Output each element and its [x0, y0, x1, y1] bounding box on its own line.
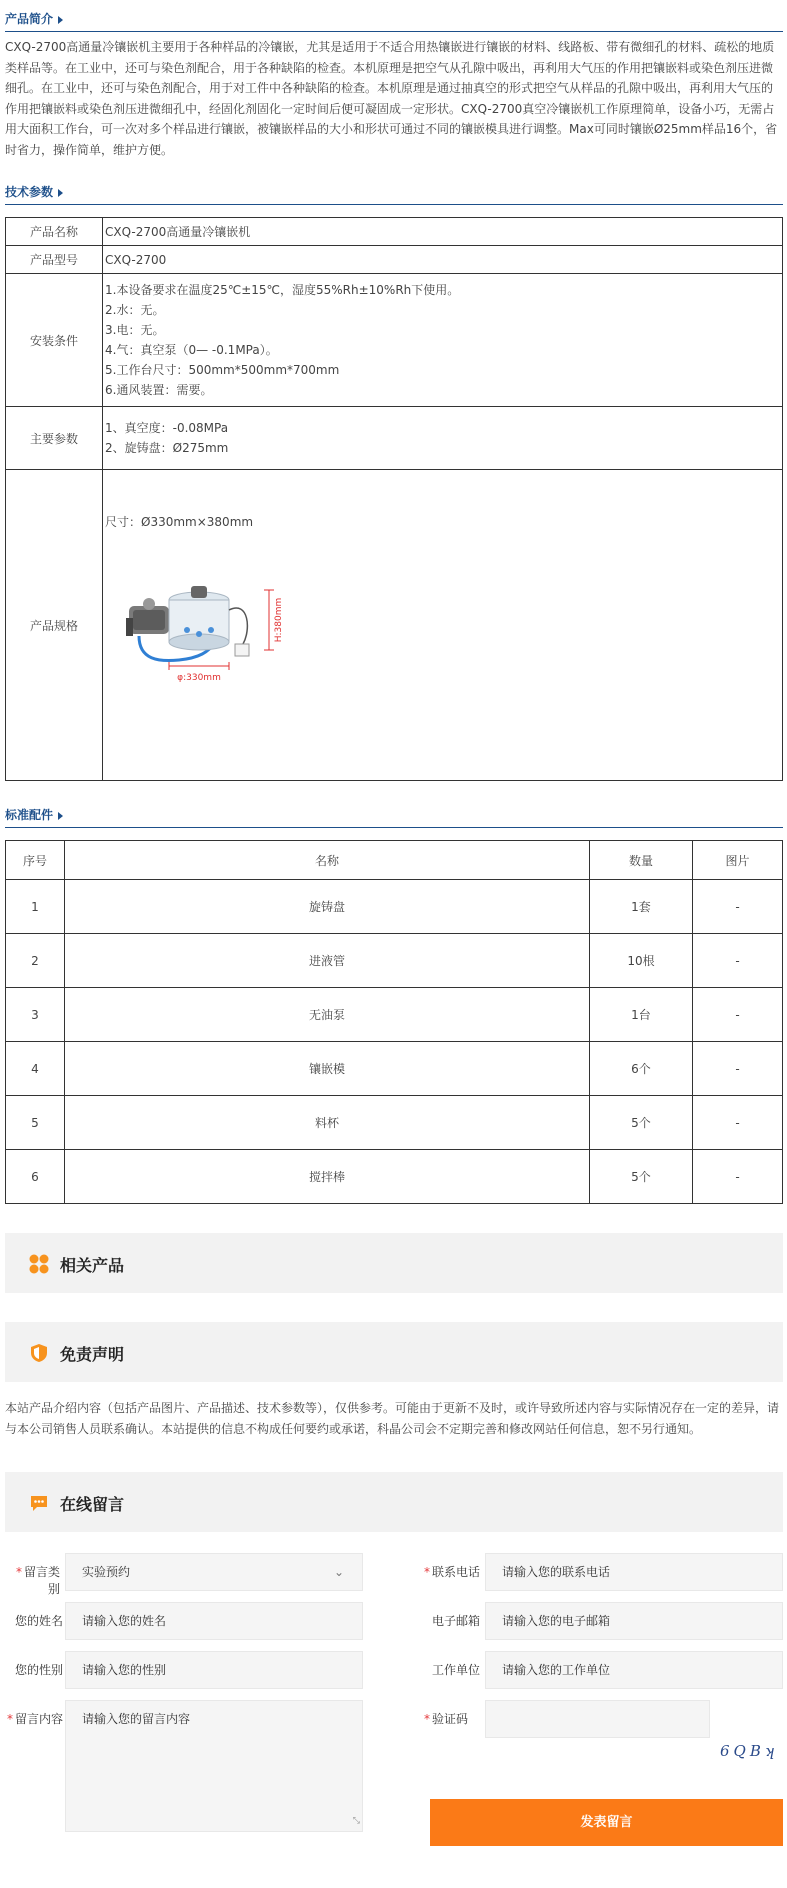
spec-table-wrap	[5, 217, 783, 781]
spec-line: 2.水：无。	[105, 303, 165, 317]
captcha-image[interactable]: 6QBʞ	[720, 1742, 778, 1760]
triangle-right-icon	[58, 189, 63, 197]
triangle-right-icon	[58, 812, 63, 820]
cell-no: 6	[6, 1150, 65, 1204]
spec-row-model	[6, 246, 783, 274]
spec-line: 1.本设备要求在温度25℃±15℃，湿度55%Rh±10%Rh下使用。	[105, 283, 460, 297]
cell-no: 3	[6, 988, 65, 1042]
disclaimer-body	[5, 1398, 783, 1439]
spec-row-name	[6, 218, 783, 246]
cell-pic: -	[693, 1096, 783, 1150]
spec-row-main	[6, 407, 783, 470]
spec-row-install	[6, 274, 783, 407]
accessories-table	[5, 840, 783, 1204]
gender-input[interactable]: 请输入您的性别	[65, 1651, 363, 1689]
cell-qty: 10根	[590, 934, 693, 988]
cell-qty: 1套	[590, 880, 693, 934]
table-row	[6, 934, 783, 988]
content-textarea[interactable]	[65, 1700, 363, 1832]
intro-title: 产品简介	[5, 12, 54, 26]
intro-text: CXQ-2700高通量冷镶嵌机主要用于各种样品的冷镶嵌，尤其是适用于不适合用热镶嵌进行镶嵌的材料、线路板、带有微细孔的材料、疏松的地质类样品等。在工业中，还可与染色剂配合，用于各种缺陷的检查。本机原理是把空气从孔隙中吸出，再利用大气压的作用把镶嵌料或染色剂压进微细孔。在工业中，还可与染色剂配合，用于对工件中各种缺陷的检查。本机原理是通过抽真空的形式把空气从样品的孔隙中吸出，再利用大气压的作用把镶嵌料或染色剂压进微细孔中，经固化剂固化一定时间后便可凝固成一定形状。CXQ-2700真空冷镶嵌机工作原理简单，设备小巧，无需占用大面积工作台，可一次对多个样品进行镶嵌，被镶嵌样品的大小和形状可通过不同的镶嵌模具进行调整。Max可同时镶嵌Ø25mm样品16个，省时省力，操作简单，维护方便。	[5, 40, 778, 157]
acc-table-wrap	[5, 840, 783, 1204]
specs-title: 技术参数	[5, 185, 54, 199]
label-email: 电子邮箱	[431, 1614, 480, 1628]
label-company: 工作单位	[431, 1663, 480, 1677]
chevron-down-icon: ⌄	[333, 1565, 344, 1579]
cell-no: 5	[6, 1096, 65, 1150]
label-content: * 留言内容	[6, 1712, 63, 1726]
type-select[interactable]	[65, 1553, 363, 1591]
email-input[interactable]: 请输入您的电子邮箱	[485, 1602, 783, 1640]
spec-size-text: 尺寸：Ø330mm×380mm	[105, 515, 254, 529]
cell-pic: -	[693, 934, 783, 988]
spec-value	[103, 274, 783, 407]
cell-name: 搅拌棒	[65, 1150, 590, 1204]
spec-value	[103, 470, 783, 781]
product-image	[119, 580, 294, 690]
resize-handle-icon[interactable]: ⤡	[352, 1816, 360, 1826]
table-row	[6, 1150, 783, 1204]
table-header-row	[6, 841, 783, 880]
grid-icon	[29, 1254, 49, 1274]
cell-no: 4	[6, 1042, 65, 1096]
accessories-header	[5, 800, 783, 828]
cell-pic: -	[693, 988, 783, 1042]
spec-key: 产品型号	[6, 246, 103, 274]
label-gender: 您的性别	[14, 1663, 63, 1677]
related-products-bar	[5, 1233, 783, 1293]
cell-qty: 1台	[590, 988, 693, 1042]
spec-line: 5.工作台尺寸：500mm*500mm*700mm	[105, 363, 340, 377]
disclaimer-title: 免责声明	[60, 1345, 125, 1364]
label-type: * 留言类别	[15, 1565, 60, 1596]
captcha-input[interactable]	[485, 1700, 710, 1738]
chat-bubble-icon	[29, 1493, 49, 1513]
cell-name: 旋铸盘	[65, 880, 590, 934]
spec-line: 2、旋铸盘：Ø275mm	[105, 441, 229, 455]
disclaimer-bar	[5, 1322, 783, 1382]
cell-pic: -	[693, 880, 783, 934]
spec-value: CXQ-2700高通量冷镶嵌机	[103, 218, 783, 246]
spec-table	[5, 217, 783, 781]
col-header-pic: 图片	[693, 841, 783, 880]
name-input[interactable]: 请输入您的姓名	[65, 1602, 363, 1640]
col-header-qty: 数量	[590, 841, 693, 880]
specs-section	[5, 177, 783, 205]
spec-line: 4.气：真空泵（0— -0.1MPa）。	[105, 343, 278, 357]
cell-qty: 5个	[590, 1150, 693, 1204]
label-phone: * 联系电话	[423, 1565, 480, 1579]
cell-name: 镶嵌模	[65, 1042, 590, 1096]
col-header-no: 序号	[6, 841, 65, 880]
intro-header	[5, 4, 783, 32]
spec-key: 产品规格	[6, 470, 103, 781]
dimension-height-label: H:380mm	[274, 597, 284, 643]
spec-value: CXQ-2700	[103, 246, 783, 274]
cell-qty: 5个	[590, 1096, 693, 1150]
table-row	[6, 1042, 783, 1096]
cell-name: 无油泵	[65, 988, 590, 1042]
specs-header	[5, 177, 783, 205]
shield-icon	[29, 1343, 49, 1363]
table-row	[6, 1096, 783, 1150]
label-captcha: * 验证码	[423, 1712, 468, 1726]
phone-input[interactable]: 请输入您的联系电话	[485, 1553, 783, 1591]
spec-line: 6.通风装置：需要。	[105, 383, 213, 397]
disclaimer-text: 本站产品介绍内容（包括产品图片、产品描述、技术参数等），仅供参考。可能由于更新不及时，或许导致所述内容与实际情况存在一定的差异，请与本公司销售人员联系确认。本站提供的信息不构成任何要约或承诺，科晶公司会不定期完善和修改网站任何信息，恕不另行通知。	[5, 1401, 780, 1436]
spec-line: 1、真空度：-0.08MPa	[105, 421, 229, 435]
spec-key: 安装条件	[6, 274, 103, 407]
spec-line: 3.电：无。	[105, 323, 165, 337]
accessories-title: 标准配件	[5, 808, 54, 822]
table-row	[6, 988, 783, 1042]
spec-row-size	[6, 470, 783, 781]
spec-key: 主要参数	[6, 407, 103, 470]
message-title: 在线留言	[60, 1495, 125, 1514]
cell-pic: -	[693, 1150, 783, 1204]
dimension-width-label: φ:330mm	[177, 673, 221, 683]
cell-no: 1	[6, 880, 65, 934]
type-select-value: 实验预约	[82, 1565, 131, 1579]
triangle-right-icon	[58, 16, 63, 24]
company-input[interactable]: 请输入您的工作单位	[485, 1651, 783, 1689]
col-header-name: 名称	[65, 841, 590, 880]
related-title: 相关产品	[60, 1256, 125, 1275]
spec-value	[103, 407, 783, 470]
accessories-section	[5, 800, 783, 828]
cell-pic: -	[693, 1042, 783, 1096]
label-name: 您的姓名	[14, 1614, 63, 1628]
spec-key: 产品名称	[6, 218, 103, 246]
submit-button[interactable]: 发表留言	[430, 1799, 783, 1846]
message-bar	[5, 1472, 783, 1532]
cell-no: 2	[6, 934, 65, 988]
table-row	[6, 880, 783, 934]
intro-section	[5, 4, 783, 160]
cell-name: 料杯	[65, 1096, 590, 1150]
cell-qty: 6个	[590, 1042, 693, 1096]
content-placeholder: 请输入您的留言内容	[82, 1712, 191, 1726]
cell-name: 进液管	[65, 934, 590, 988]
